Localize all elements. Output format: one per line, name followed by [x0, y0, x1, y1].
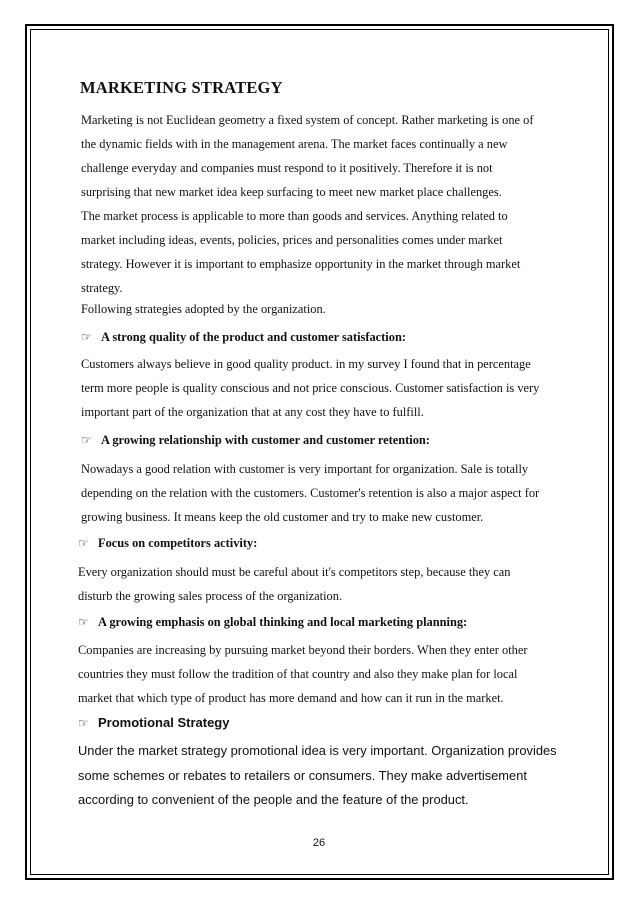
paragraph-line: strategy. However it is important to emphasize opportunity in the market through market	[81, 257, 521, 271]
section-body	[81, 352, 539, 424]
paragraph-line: disturb the growing sales process of the organization.	[78, 589, 343, 603]
paragraph-line: strategy.	[81, 281, 123, 295]
paragraph-line: surprising that new market idea keep surfacing to meet new market place challenges.	[81, 185, 502, 199]
paragraph-line: Every organization should must be careful about it's competitors step, because they can	[78, 565, 511, 579]
page-title: MARKETING STRATEGY	[80, 78, 283, 97]
section-heading: ☞ Focus on competitors activity:	[78, 536, 258, 550]
section-heading: ☞ A growing relationship with customer and customer retention:	[81, 433, 430, 447]
paragraph-line: market that which type of product has more demand and how can it run in the market.	[78, 691, 504, 705]
section-heading: ☞ A strong quality of the product and customer satisfaction:	[81, 330, 406, 344]
paragraph-line: the dynamic fields with in the management arena. The market faces continually a new	[81, 137, 508, 151]
section-heading: ☞ A growing emphasis on global thinking and local marketing planning:	[78, 615, 468, 629]
paragraph-line: The market process is applicable to more than goods and services. Anything related to	[81, 209, 508, 223]
paragraph-line: countries they must follow the tradition of that country and also they make plan for local	[78, 667, 518, 681]
paragraph-line: term more people is quality conscious and not price conscious. Customer satisfaction is very	[81, 381, 540, 395]
page-number: 26	[312, 837, 326, 849]
pointing-hand-icon: ☞	[81, 433, 92, 447]
paragraph-line: important part of the organization that at any cost they have to fulfill.	[81, 405, 424, 419]
paragraph-line: Nowadays a good relation with customer is very important for organization. Sale is totally	[81, 462, 529, 476]
section-body	[81, 457, 539, 529]
pointing-hand-icon: ☞	[78, 716, 89, 730]
paragraph-line: challenge everyday and companies must respond to it positively. Therefore it is not	[81, 161, 493, 175]
process-paragraph	[81, 204, 520, 300]
pointing-hand-icon: ☞	[81, 330, 92, 344]
section-heading: ☞ Promotional Strategy	[78, 715, 230, 730]
paragraph-line: growing business. It means keep the old customer and try to make new customer.	[81, 510, 484, 524]
paragraph-line: Under the market strategy promotional idea is very important. Organization provides	[78, 743, 557, 758]
paragraph-line: depending on the relation with the customers. Customer's retention is also a major aspect for	[81, 486, 540, 500]
pointing-hand-icon: ☞	[78, 536, 89, 550]
intro-paragraph	[81, 108, 533, 204]
section-body	[78, 739, 557, 813]
paragraph-line: according to convenient of the people and the feature of the product.	[78, 792, 469, 807]
strategies-intro	[81, 297, 326, 321]
paragraph-line: market including ideas, events, policies, prices and personalities comes under market	[81, 233, 503, 247]
pointing-hand-icon: ☞	[78, 615, 89, 629]
paragraph-line: some schemes or rebates to retailers or consumers. They make advertisement	[78, 767, 527, 783]
section-body	[78, 638, 527, 710]
section-body	[78, 560, 510, 608]
paragraph-line: Customers always believe in good quality product. in my survey I found that in percentage	[81, 357, 531, 371]
paragraph-line: Following strategies adopted by the organization.	[81, 302, 326, 316]
paragraph-line: Companies are increasing by pursuing market beyond their borders. When they enter other	[78, 643, 528, 657]
paragraph-line: Marketing is not Euclidean geometry a fixed system of concept. Rather marketing is one of	[81, 113, 534, 127]
